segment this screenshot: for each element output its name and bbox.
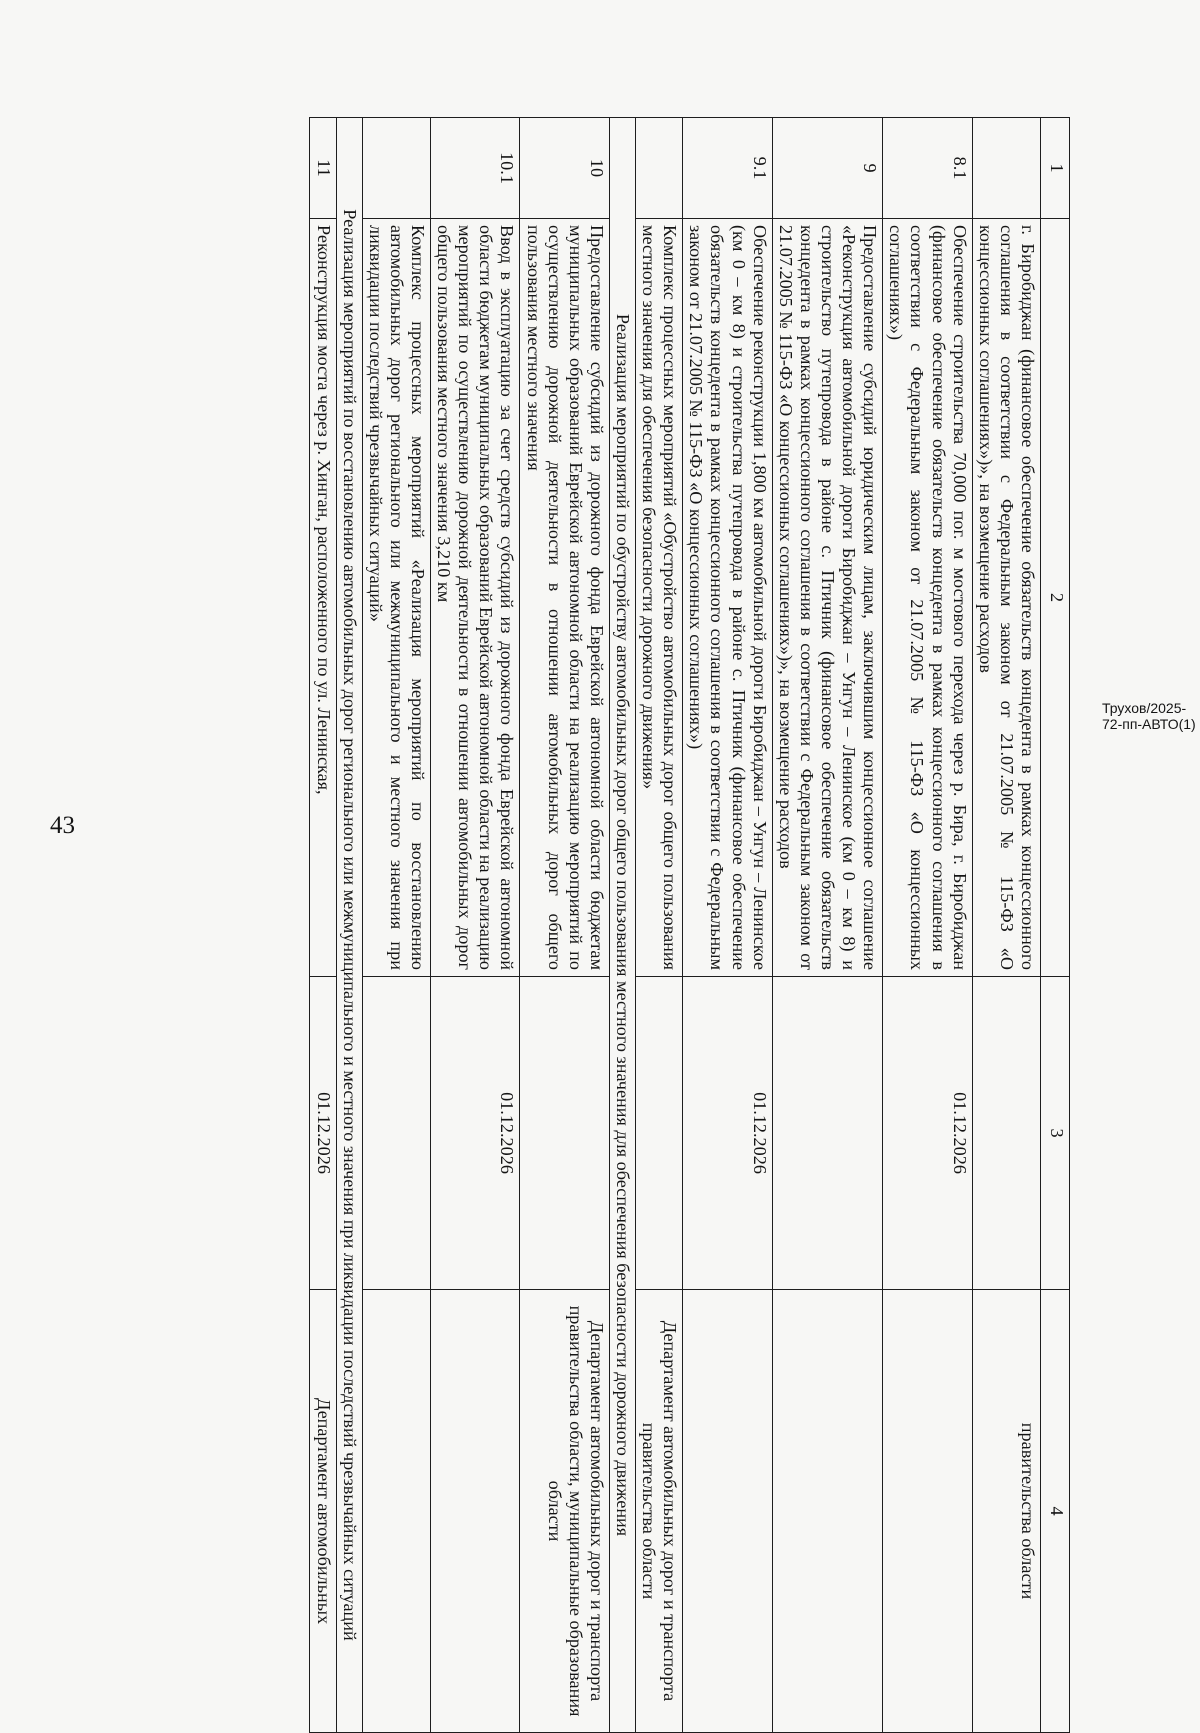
row-number — [636, 118, 683, 219]
section-title: Реализация мероприятий по восстановлению автомобильных дорог регионального или межмуниципального и местного значения при ликвидации последствий чрезвычайных ситуаций — [336, 118, 362, 1733]
deadline-date — [520, 977, 609, 1290]
header-cell-2: 2 — [1041, 219, 1070, 977]
table-row — [683, 118, 772, 1733]
responsible-party: Департамент автомобильных дорог и транспорта правительства области, муниципальные образования области — [520, 1290, 609, 1733]
row-number: 8.1 — [883, 118, 972, 219]
table-row — [520, 118, 609, 1733]
header-cell-3: 3 — [1041, 977, 1070, 1290]
responsible-party: Департамент автомобильных — [310, 1290, 336, 1733]
document-code: Трухов/2025-72-пп-АВТО(1) — [1102, 700, 1196, 732]
responsible-party — [772, 1290, 883, 1733]
measure-description: Обеспечение строительства 70,000 пог. м мостового перехода через р. Бира, г. Биробиджан (финансовое обеспечение обязательств концедента в рамках концессионного соглашения в соответствии с Федеральным законом от 21.07.2005 № 115-ФЗ «О концессионных соглашениях») — [883, 219, 972, 977]
measures-table — [310, 117, 1071, 1733]
measure-description: Предоставление субсидий из дорожного фонда Еврейской автономной области бюджетам муниципальных образований Еврейской автономной области на реализацию мероприятий по осуществлению дорожной деятельности в отношении автомобильных дорог общего пользования местного значения — [520, 219, 609, 977]
row-number: 10.1 — [431, 118, 520, 219]
row-number: 9 — [772, 118, 883, 219]
responsible-party — [883, 1290, 972, 1733]
deadline-date — [972, 977, 1040, 1290]
section-title: Реализация мероприятий по обустройству автомобильных дорог общего пользования местного значения для обеспечения безопасности дорожного движения — [609, 118, 635, 1733]
rotated-table-container — [110, 117, 1070, 1717]
table-row — [772, 118, 883, 1733]
deadline-date — [772, 977, 883, 1290]
table-row — [972, 118, 1040, 1733]
responsible-party: Департамент автомобильных дорог и транспорта правительства области — [636, 1290, 683, 1733]
responsible-party — [362, 1290, 430, 1733]
table-row — [431, 118, 520, 1733]
table-row — [636, 118, 683, 1733]
deadline-date: 01.12.2026 — [683, 977, 772, 1290]
row-number: 10 — [520, 118, 609, 219]
deadline-date — [362, 977, 430, 1290]
row-number: 11 — [310, 118, 336, 219]
section-row — [336, 118, 362, 1733]
row-number — [972, 118, 1040, 219]
measure-description: Реконструкция моста через р. Хинган, расположенного по ул. Ленинская, — [310, 219, 336, 977]
table-row — [362, 118, 430, 1733]
page-number: 43 — [50, 812, 75, 839]
measure-description: Комплекс процессных мероприятий «Реализация мероприятий по восстановлению автомобильных дорог регионального или межмуниципального и местного значения при ликвидации последствий чрезвычайных ситуаций» — [362, 219, 430, 977]
measure-description: Обеспечение реконструкции 1,800 км автомобильной дороги Биробиджан – Унгун – Ленинское (км 0 – км 8) и строительства путепровода в районе с. Птичник (финансовое обеспечение обязательств концедента в рамках концессионного соглашения в соответствии с Федеральным законом от 21.07.2005 № 115-ФЗ «О концессионных соглашениях») — [683, 219, 772, 977]
measure-description: г. Биробиджан (финансовое обеспечение обязательств концедента в рамках концессионного соглашения в соответствии с Федеральным законом от 21.07.2005 № 115-ФЗ «О концессионных соглашениях»)», на возмещение расходов — [972, 219, 1040, 977]
header-row — [1041, 118, 1070, 1733]
table-row — [310, 118, 336, 1733]
deadline-date: 01.12.2026 — [431, 977, 520, 1290]
deadline-date: 01.12.2026 — [883, 977, 972, 1290]
header-cell-1: 1 — [1041, 118, 1070, 219]
deadline-date — [636, 977, 683, 1290]
responsible-party — [683, 1290, 772, 1733]
section-row — [609, 118, 635, 1733]
row-number: 9.1 — [683, 118, 772, 219]
responsible-party: правительства области — [972, 1290, 1040, 1733]
responsible-party — [431, 1290, 520, 1733]
header-cell-4: 4 — [1041, 1290, 1070, 1733]
deadline-date: 01.12.2026 — [310, 977, 336, 1290]
row-number — [362, 118, 430, 219]
measure-description: Предоставление субсидий юридическим лицам, заключившим концессионное соглашение «Реконструкция автомобильной дороги Биробиджан – Унгун – Ленинское (км 0 – км 8) и строительство путепровода в районе с. Птичник (финансовое обеспечение обязательств концедента в рамках концессионного соглашения в соответствии с Федеральным законом от 21.07.2005 № 115-ФЗ «О концессионных соглашениях»)», на возмещение расходов — [772, 219, 883, 977]
table-row — [883, 118, 972, 1733]
measure-description: Комплекс процессных мероприятий «Обустройство автомобильных дорог общего пользования местного значения для обеспечения безопасности дорожного движения» — [636, 219, 683, 977]
measure-description: Ввод в эксплуатацию за счет средств субсидий из дорожного фонда Еврейской автономной области бюджетам муниципальных образований Еврейской автономной области на реализацию мероприятий по осуществлению дорожной деятельности в отношении автомобильных дорог общего пользования местного значения 3,210 км — [431, 219, 520, 977]
